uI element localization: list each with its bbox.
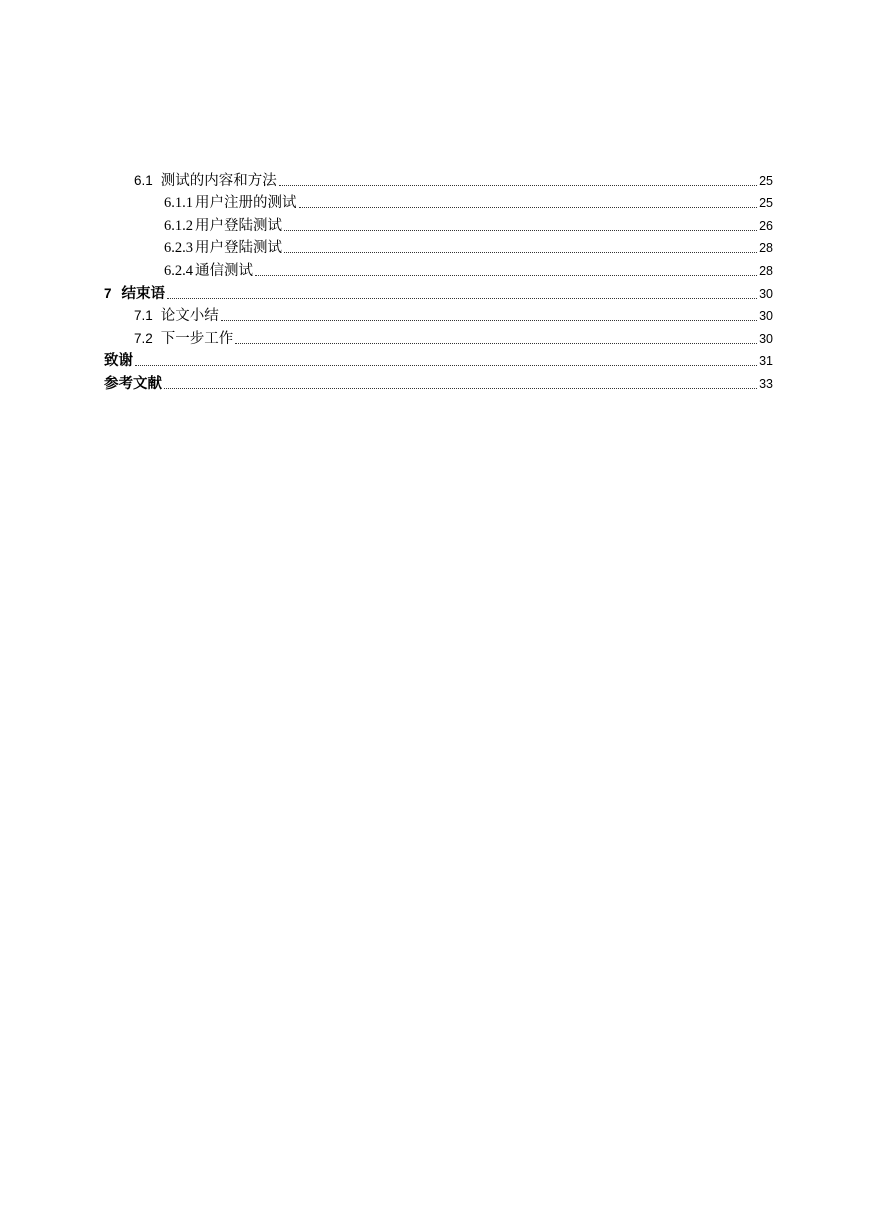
toc-entry-title: 下一步工作: [160, 330, 234, 347]
dot-leader: [255, 275, 757, 276]
toc-entry-title: 用户注册的测试: [195, 195, 297, 212]
toc-entry-7-2[interactable]: [104, 325, 773, 348]
toc-entry-title: 测试的内容和方法: [160, 172, 277, 189]
toc-entry-6-1[interactable]: [104, 167, 773, 190]
toc-entry-number: 6.1.1: [164, 195, 193, 212]
toc-entry-page: 26: [759, 218, 773, 233]
toc-entry-page: 28: [759, 263, 773, 278]
toc-entry-page: 33: [759, 376, 773, 391]
toc-entry-acknowledgements[interactable]: [104, 348, 773, 371]
toc-entry-title: 通信测试: [195, 262, 253, 279]
toc-entry-number: 7.1: [134, 308, 153, 324]
toc-entry-title: 用户登陆测试: [195, 240, 282, 257]
toc-entry-page: 25: [759, 173, 773, 188]
dot-leader: [164, 388, 757, 389]
dot-leader: [135, 365, 757, 366]
dot-leader: [221, 320, 757, 321]
toc-entry-number: 7: [104, 285, 112, 301]
table-of-contents: [104, 167, 773, 393]
toc-entry-6-1-1[interactable]: [104, 190, 773, 213]
toc-entry-6-2-4[interactable]: [104, 257, 773, 280]
dot-leader: [167, 298, 757, 299]
toc-entry-page: 31: [759, 354, 773, 369]
toc-entry-number: 6.2.4: [164, 262, 193, 279]
toc-entry-page: 30: [759, 286, 773, 301]
dot-leader: [235, 343, 757, 344]
toc-entry-7-1[interactable]: [104, 303, 773, 326]
toc-entry-number: 6.1: [134, 172, 153, 188]
toc-entry-page: 28: [759, 241, 773, 256]
dot-leader: [284, 230, 757, 231]
toc-entry-6-2-3[interactable]: [104, 235, 773, 258]
toc-entry-references[interactable]: [104, 370, 773, 393]
toc-entry-page: 25: [759, 196, 773, 211]
toc-entry-page: 30: [759, 309, 773, 324]
toc-entry-title: 用户登陆测试: [195, 217, 282, 234]
dot-leader: [284, 252, 757, 253]
toc-entry-title: 致谢: [104, 353, 133, 370]
toc-entry-number: 7.2: [134, 330, 153, 346]
toc-entry-7[interactable]: [104, 280, 773, 303]
toc-entry-number: 6.1.2: [164, 217, 193, 234]
toc-entry-title: 参考文献: [104, 375, 162, 392]
dot-leader: [299, 207, 758, 208]
toc-entry-title: 论文小结: [160, 308, 219, 325]
toc-entry-page: 30: [759, 331, 773, 346]
dot-leader: [279, 185, 757, 186]
toc-entry-title: 结束语: [121, 285, 166, 302]
toc-entry-number: 6.2.3: [164, 240, 193, 257]
toc-entry-6-1-2[interactable]: [104, 212, 773, 235]
